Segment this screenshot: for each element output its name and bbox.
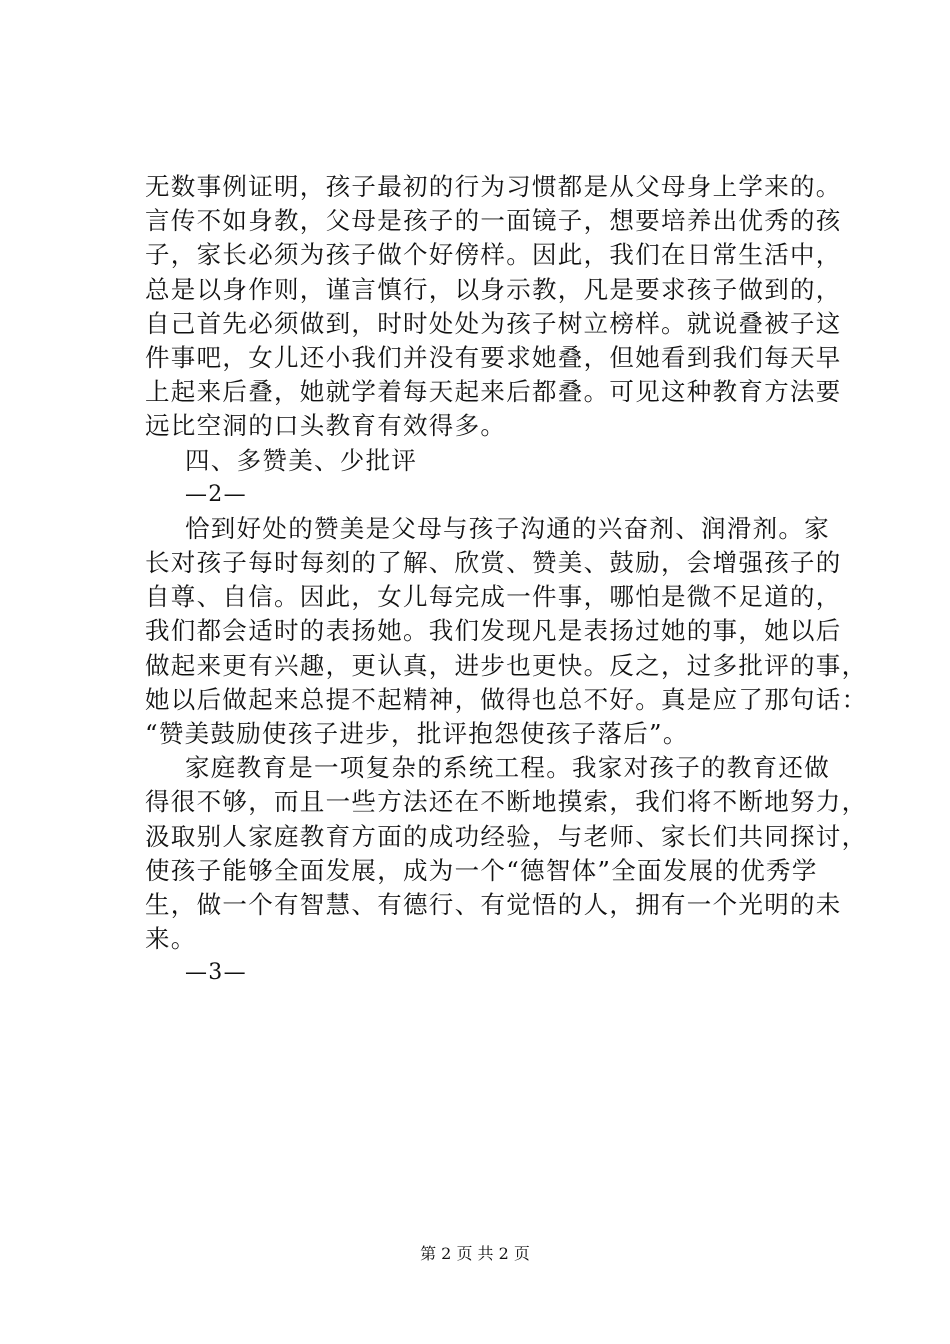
body-line: 生，做一个有智慧、有德行、有觉悟的人，拥有一个光明的未 [145, 889, 842, 919]
body-line: 自尊、自信。因此，女儿每完成一件事，哪怕是微不足道的， [145, 582, 842, 612]
body-line: 汲取别人家庭教育方面的成功经验，与老师、家长们共同探讨， [145, 821, 868, 851]
body-line: 做起来更有兴趣，更认真，进步也更快。反之，过多批评的事， [145, 650, 868, 680]
page-number-label: 第 2 页 共 2 页 [420, 1244, 530, 1263]
document-body [145, 170, 868, 991]
body-line: 自己首先必须做到，时时处处为孩子树立榜样。就说叠被子这 [145, 308, 842, 338]
body-line: 恰到好处的赞美是父母与孩子沟通的兴奋剂、润滑剂。家 [185, 513, 830, 543]
body-line: 件事吧，女儿还小我们并没有要求她叠，但她看到我们每天早 [145, 342, 842, 372]
inline-page-marker: —2— [185, 481, 247, 507]
body-line: 无数事例证明，孩子最初的行为习惯都是从父母身上学来的。 [145, 172, 842, 201]
body-line: 我们都会适时的表扬她。我们发现凡是表扬过她的事，她以后 [145, 616, 842, 646]
body-line: 来。 [145, 924, 197, 954]
body-line: 她以后做起来总提不起精神，做得也总不好。真是应了那句话： [145, 684, 868, 714]
body-line: 子，家长必须为孩子做个好傍样。因此，我们在日常生活中， [145, 240, 842, 270]
body-line: 总是以身作则，谨言慎行，以身示教，凡是要求孩子做到的， [145, 274, 842, 304]
page-footer [0, 1244, 950, 1264]
body-line: “赞美鼓励使孩子进步，批评抱怨使孩子落后”。 [145, 719, 689, 748]
section-heading: 四、多赞美、少批评 [185, 445, 418, 475]
body-line: 得很不够，而且一些方法还在不断地摸索，我们将不断地努力， [145, 787, 868, 817]
inline-page-marker: —3— [185, 960, 247, 986]
body-line: 使孩子能够全面发展，成为一个“德智体”全面发展的优秀学 [145, 855, 818, 885]
body-line: 言传不如身教，父母是孩子的一面镜子，想要培养出优秀的孩 [145, 206, 842, 236]
body-line: 上起来后叠，她就学着每天起来后都叠。可见这种教育方法要 [145, 377, 842, 407]
body-line: 远比空洞的口头教育有效得多。 [145, 411, 507, 441]
body-line: 家庭教育是一项复杂的系统工程。我家对孩子的教育还做 [185, 753, 830, 783]
body-line: 长对孩子每时每刻的了解、欣赏、赞美、鼓励，会增强孩子的 [145, 548, 842, 578]
